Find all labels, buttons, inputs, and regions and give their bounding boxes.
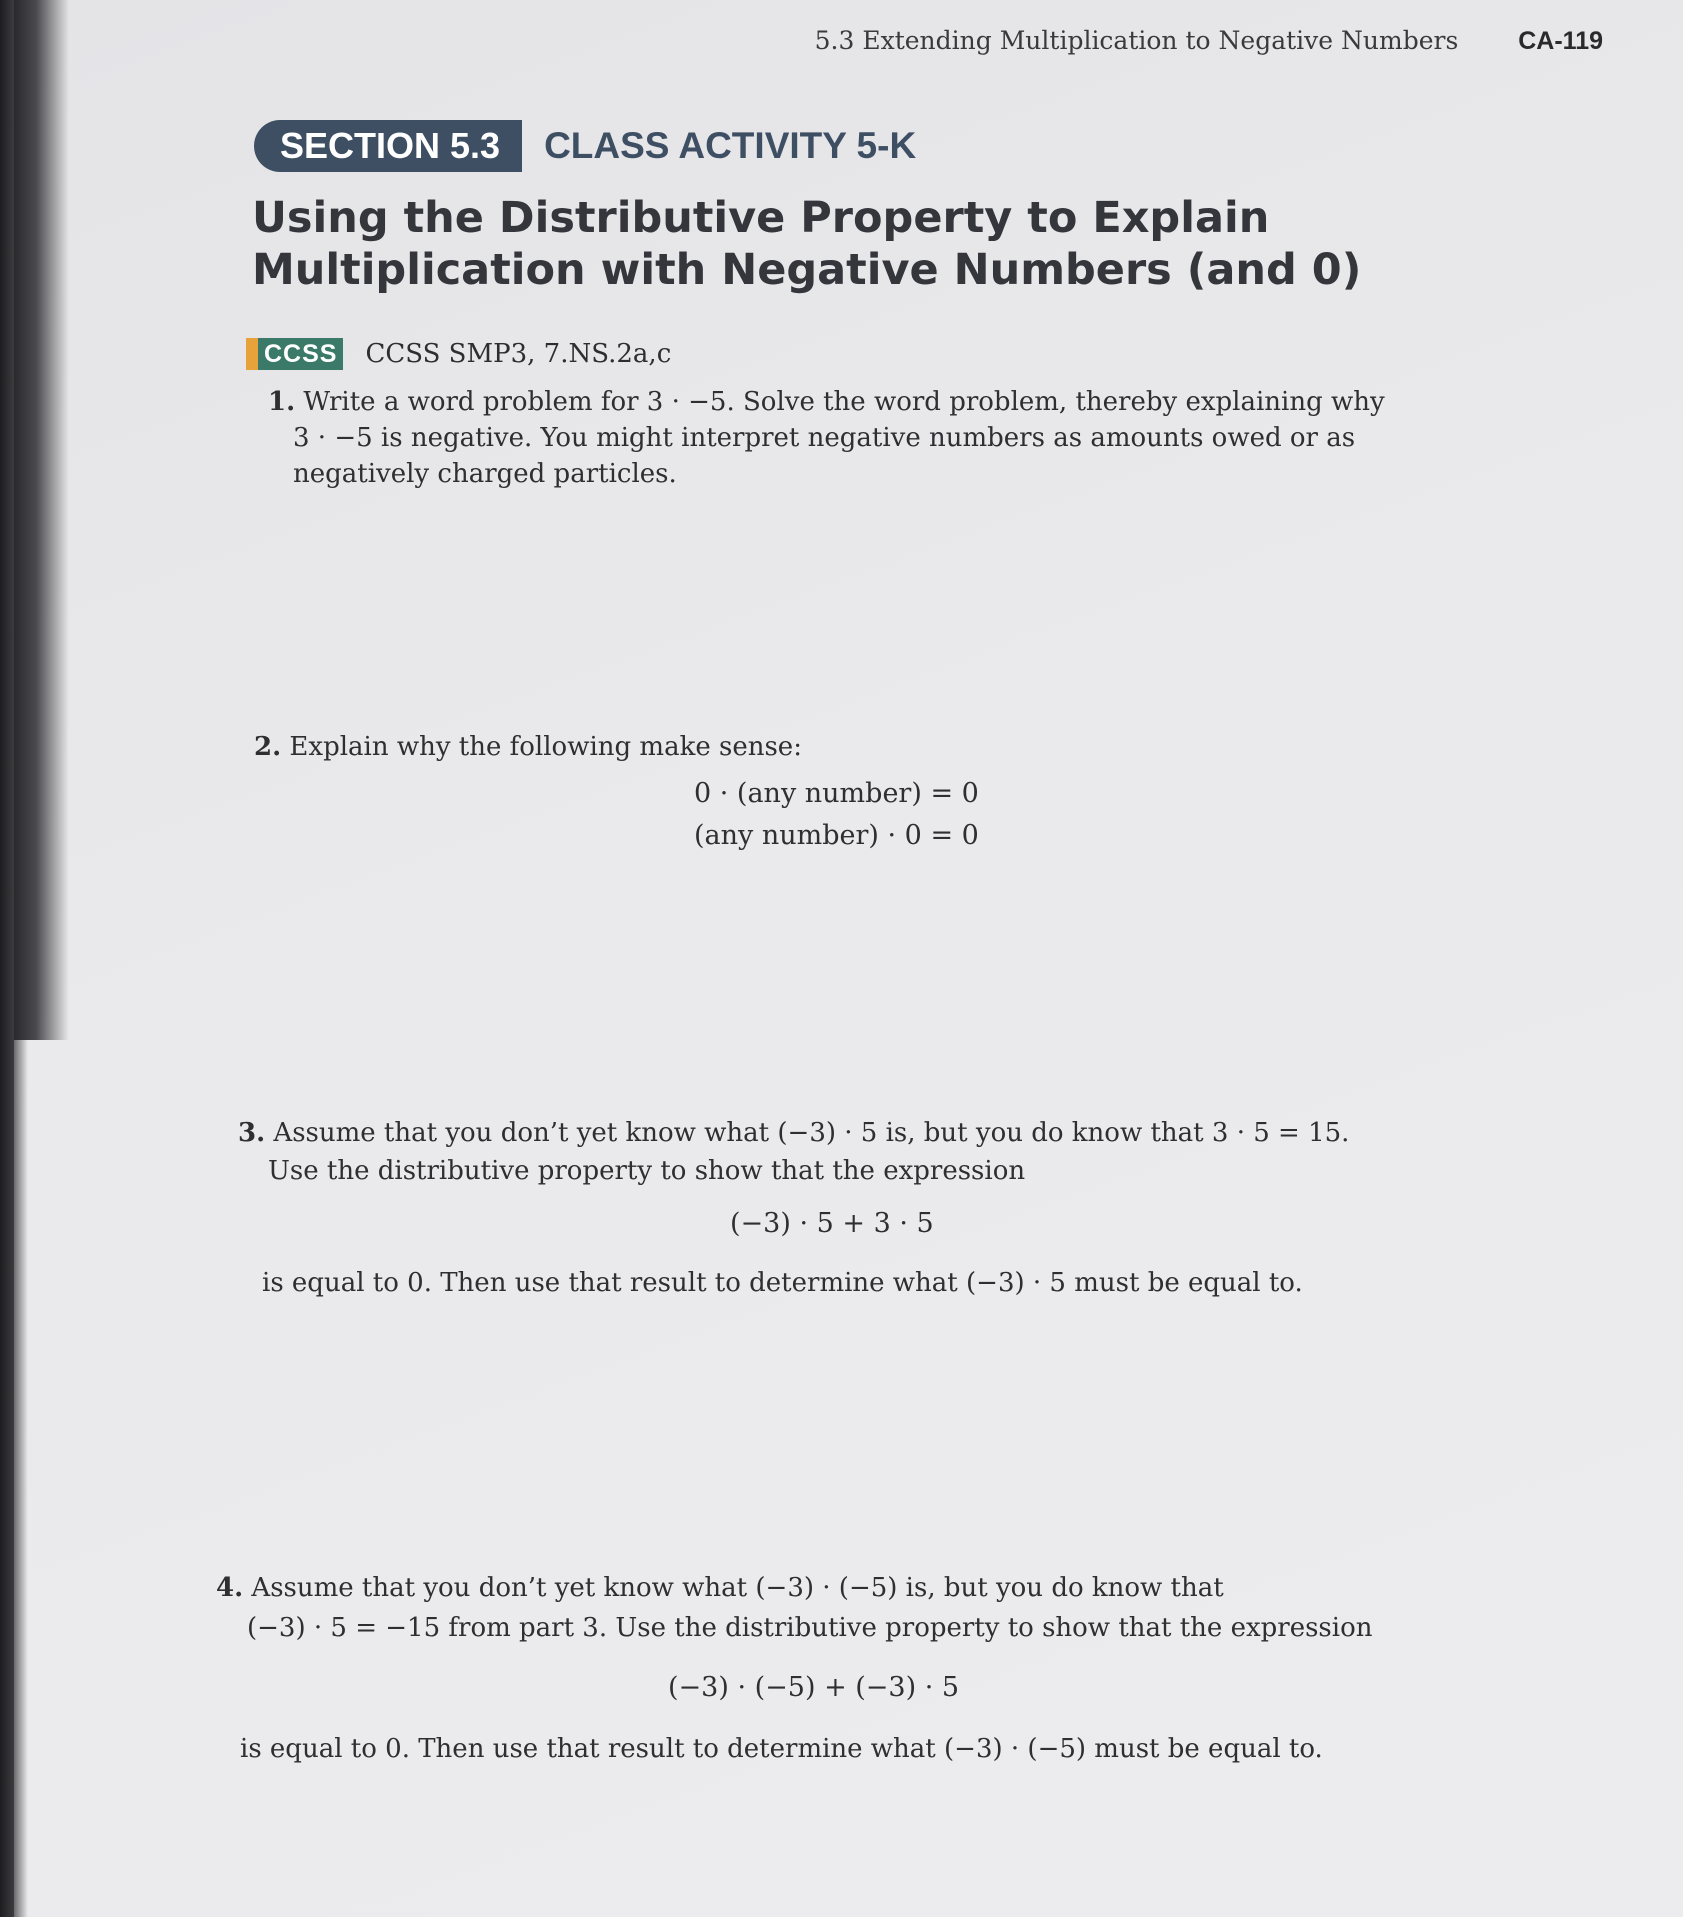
equation: (any number) · 0 = 0 [694,820,979,851]
activity-label: CLASS ACTIVITY 5-K [544,125,917,166]
problem-text-line: Assume that you don’t yet know what (−3) · 5 is, but you do know that 3 · 5 = 15. [273,1118,1350,1148]
problem-number: 4. [216,1573,244,1603]
problem-text-line: Explain why the following make sense: [289,732,802,762]
problem-4 [216,1570,1476,1646]
standards-text: CCSS SMP3, 7.NS.2a,c [365,339,672,369]
standards-row [246,338,671,370]
equation: 0 · (any number) = 0 [694,778,979,809]
problem-text-line: Write a word problem for 3 · −5. Solve the word problem, thereby explaining why [303,387,1385,417]
page-number: CA-119 [1518,27,1603,55]
running-header [815,26,1603,56]
problem-number: 1. [268,387,296,417]
problem-text-line: (−3) · 5 = −15 from part 3. Use the distributive property to show that the expression [247,1613,1373,1643]
problem-4-conclusion: is equal to 0. Then use that result to determine what (−3) · (−5) must be equal to. [240,1734,1323,1764]
problem-text-line: negatively charged particles. [293,459,677,489]
problem-text-line: 3 · −5 is negative. You might interpret negative numbers as amounts owed or as [293,423,1356,453]
problem-3 [238,1115,1438,1189]
ccss-badge-label: CCSS [258,338,343,370]
problem-text-line: Assume that you don’t yet know what (−3) · (−5) is, but you do know that [251,1573,1224,1603]
ccss-badge-icon [246,338,343,370]
section-label: SECTION 5.3 [254,120,522,172]
problem-3-conclusion: is equal to 0. Then use that result to determine what (−3) · 5 must be equal to. [262,1268,1303,1298]
problem-1 [268,384,1428,492]
problem-number: 3. [238,1118,266,1148]
expression: (−3) · 5 + 3 · 5 [730,1208,934,1239]
running-title: 5.3 Extending Multiplication to Negative Numbers [814,26,1459,55]
problem-number: 2. [254,732,282,762]
problem-text-line: Use the distributive property to show that the expression [268,1156,1026,1186]
problem-2 [254,729,1414,765]
expression: (−3) · (−5) + (−3) · 5 [668,1672,960,1703]
section-banner [254,120,916,172]
page-title: Using the Distributive Property to Explain Multiplication with Negative Numbers (and 0) [252,193,1362,295]
